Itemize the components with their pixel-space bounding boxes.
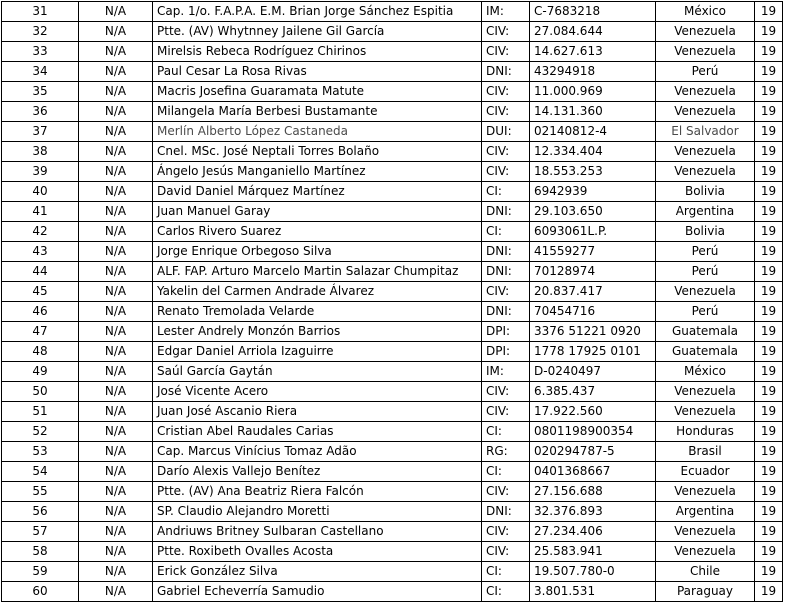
country-cell: Paraguay xyxy=(656,582,755,602)
country-cell: Venezuela xyxy=(656,402,755,422)
country-cell: Venezuela xyxy=(656,162,755,182)
age-cell: 19 xyxy=(755,142,783,162)
document-type-cell: DPI: xyxy=(482,342,530,362)
status-cell: N/A xyxy=(79,62,153,82)
participant-name-cell: Macris Josefina Guaramata Matute xyxy=(153,82,482,102)
document-type-cell: CI: xyxy=(482,182,530,202)
status-cell: N/A xyxy=(79,402,153,422)
status-cell: N/A xyxy=(79,502,153,522)
row-number-cell: 45 xyxy=(2,282,79,302)
table-body xyxy=(2,2,783,602)
document-id-cell: 02140812-4 xyxy=(530,122,656,142)
row-number-cell: 41 xyxy=(2,202,79,222)
country-cell: Perú xyxy=(656,242,755,262)
age-cell: 19 xyxy=(755,342,783,362)
country-cell: Argentina xyxy=(656,502,755,522)
table-row xyxy=(2,302,783,322)
status-cell: N/A xyxy=(79,522,153,542)
table-row xyxy=(2,362,783,382)
row-number-cell: 51 xyxy=(2,402,79,422)
age-cell: 19 xyxy=(755,242,783,262)
row-number-cell: 46 xyxy=(2,302,79,322)
row-number-cell: 48 xyxy=(2,342,79,362)
document-id-cell: 20.837.417 xyxy=(530,282,656,302)
status-cell: N/A xyxy=(79,462,153,482)
table-row xyxy=(2,582,783,602)
table-row xyxy=(2,62,783,82)
age-cell: 19 xyxy=(755,422,783,442)
document-type-cell: CIV: xyxy=(482,482,530,502)
row-number-cell: 47 xyxy=(2,322,79,342)
document-type-cell: CIV: xyxy=(482,282,530,302)
table-row xyxy=(2,42,783,62)
table-row xyxy=(2,182,783,202)
document-type-cell: CIV: xyxy=(482,142,530,162)
document-type-cell: CI: xyxy=(482,562,530,582)
age-cell: 19 xyxy=(755,82,783,102)
age-cell: 19 xyxy=(755,442,783,462)
age-cell: 19 xyxy=(755,282,783,302)
document-type-cell: CI: xyxy=(482,582,530,602)
table-row xyxy=(2,322,783,342)
participant-name-cell: Gabriel Echeverría Samudio xyxy=(153,582,482,602)
document-type-cell: DNI: xyxy=(482,62,530,82)
document-id-cell: 18.553.253 xyxy=(530,162,656,182)
age-cell: 19 xyxy=(755,122,783,142)
document-id-cell: 27.156.688 xyxy=(530,482,656,502)
participant-name-cell: Cap. 1/o. F.A.P.A. E.M. Brian Jorge Sánchez Espitia xyxy=(153,2,482,22)
document-id-cell: 6942939 xyxy=(530,182,656,202)
age-cell: 19 xyxy=(755,222,783,242)
table-row xyxy=(2,222,783,242)
country-cell: Chile xyxy=(656,562,755,582)
row-number-cell: 34 xyxy=(2,62,79,82)
document-type-cell: CI: xyxy=(482,462,530,482)
participant-name-cell: Cap. Marcus Vinícius Tomaz Adão xyxy=(153,442,482,462)
document-id-cell: 12.334.404 xyxy=(530,142,656,162)
country-cell: Venezuela xyxy=(656,102,755,122)
row-number-cell: 43 xyxy=(2,242,79,262)
document-id-cell: 70128974 xyxy=(530,262,656,282)
country-cell: Guatemala xyxy=(656,342,755,362)
age-cell: 19 xyxy=(755,582,783,602)
document-type-cell: DNI: xyxy=(482,262,530,282)
row-number-cell: 39 xyxy=(2,162,79,182)
row-number-cell: 44 xyxy=(2,262,79,282)
participant-name-cell: Yakelin del Carmen Andrade Álvarez xyxy=(153,282,482,302)
document-id-cell: 25.583.941 xyxy=(530,542,656,562)
status-cell: N/A xyxy=(79,22,153,42)
country-cell: Perú xyxy=(656,302,755,322)
participant-name-cell: Saúl García Gaytán xyxy=(153,362,482,382)
participant-name-cell: Paul Cesar La Rosa Rivas xyxy=(153,62,482,82)
document-type-cell: DUI: xyxy=(482,122,530,142)
table-row xyxy=(2,462,783,482)
document-type-cell: CIV: xyxy=(482,382,530,402)
country-cell: Venezuela xyxy=(656,542,755,562)
country-cell: Guatemala xyxy=(656,322,755,342)
participant-name-cell: Juan José Ascanio Riera xyxy=(153,402,482,422)
country-cell: Perú xyxy=(656,62,755,82)
status-cell: N/A xyxy=(79,262,153,282)
age-cell: 19 xyxy=(755,542,783,562)
document-id-cell: 41559277 xyxy=(530,242,656,262)
participant-name-cell: Edgar Daniel Arriola Izaguirre xyxy=(153,342,482,362)
row-number-cell: 60 xyxy=(2,582,79,602)
age-cell: 19 xyxy=(755,462,783,482)
table-row xyxy=(2,442,783,462)
document-type-cell: DPI: xyxy=(482,322,530,342)
country-cell: Bolivia xyxy=(656,222,755,242)
country-cell: Bolivia xyxy=(656,182,755,202)
status-cell: N/A xyxy=(79,202,153,222)
age-cell: 19 xyxy=(755,182,783,202)
participant-name-cell: Darío Alexis Vallejo Benítez xyxy=(153,462,482,482)
status-cell: N/A xyxy=(79,142,153,162)
document-id-cell: 3.801.531 xyxy=(530,582,656,602)
country-cell: Venezuela xyxy=(656,82,755,102)
participant-name-cell: Lester Andrely Monzón Barrios xyxy=(153,322,482,342)
document-id-cell: 29.103.650 xyxy=(530,202,656,222)
age-cell: 19 xyxy=(755,382,783,402)
document-id-cell: 020294787-5 xyxy=(530,442,656,462)
country-cell: México xyxy=(656,2,755,22)
status-cell: N/A xyxy=(79,542,153,562)
document-id-cell: 11.000.969 xyxy=(530,82,656,102)
country-cell: Ecuador xyxy=(656,462,755,482)
country-cell: Perú xyxy=(656,262,755,282)
table-row xyxy=(2,102,783,122)
document-type-cell: CIV: xyxy=(482,42,530,62)
document-type-cell: CIV: xyxy=(482,82,530,102)
status-cell: N/A xyxy=(79,42,153,62)
table-row xyxy=(2,242,783,262)
document-id-cell: 0401368667 xyxy=(530,462,656,482)
status-cell: N/A xyxy=(79,162,153,182)
participant-name-cell: Merlín Alberto López Castaneda xyxy=(153,122,482,142)
status-cell: N/A xyxy=(79,302,153,322)
status-cell: N/A xyxy=(79,182,153,202)
document-type-cell: DNI: xyxy=(482,242,530,262)
row-number-cell: 38 xyxy=(2,142,79,162)
status-cell: N/A xyxy=(79,482,153,502)
status-cell: N/A xyxy=(79,582,153,602)
age-cell: 19 xyxy=(755,202,783,222)
document-id-cell: 27.234.406 xyxy=(530,522,656,542)
document-type-cell: RG: xyxy=(482,442,530,462)
status-cell: N/A xyxy=(79,362,153,382)
participant-name-cell: Renato Tremolada Velarde xyxy=(153,302,482,322)
participant-name-cell: SP. Claudio Alejandro Moretti xyxy=(153,502,482,522)
status-cell: N/A xyxy=(79,322,153,342)
document-type-cell: CIV: xyxy=(482,542,530,562)
participant-name-cell: Ángelo Jesús Manganiello Martínez xyxy=(153,162,482,182)
table-row xyxy=(2,202,783,222)
document-type-cell: CIV: xyxy=(482,102,530,122)
status-cell: N/A xyxy=(79,282,153,302)
row-number-cell: 42 xyxy=(2,222,79,242)
participant-name-cell: Andriuws Britney Sulbaran Castellano xyxy=(153,522,482,542)
status-cell: N/A xyxy=(79,82,153,102)
document-id-cell: 3376 51221 0920 xyxy=(530,322,656,342)
country-cell: Honduras xyxy=(656,422,755,442)
document-type-cell: IM: xyxy=(482,362,530,382)
status-cell: N/A xyxy=(79,342,153,362)
participant-name-cell: José Vicente Acero xyxy=(153,382,482,402)
row-number-cell: 33 xyxy=(2,42,79,62)
status-cell: N/A xyxy=(79,422,153,442)
document-id-cell: 6.385.437 xyxy=(530,382,656,402)
country-cell: Brasil xyxy=(656,442,755,462)
table-row xyxy=(2,2,783,22)
document-type-cell: CI: xyxy=(482,422,530,442)
row-number-cell: 31 xyxy=(2,2,79,22)
status-cell: N/A xyxy=(79,102,153,122)
participant-name-cell: Cnel. MSc. José Neptali Torres Bolaño xyxy=(153,142,482,162)
row-number-cell: 57 xyxy=(2,522,79,542)
country-cell: Venezuela xyxy=(656,142,755,162)
participant-name-cell: Juan Manuel Garay xyxy=(153,202,482,222)
country-cell: Venezuela xyxy=(656,482,755,502)
row-number-cell: 58 xyxy=(2,542,79,562)
document-id-cell: D-0240497 xyxy=(530,362,656,382)
participant-name-cell: Milangela María Berbesi Bustamante xyxy=(153,102,482,122)
participant-name-cell: Ptte. Roxibeth Ovalles Acosta xyxy=(153,542,482,562)
document-type-cell: CIV: xyxy=(482,22,530,42)
row-number-cell: 53 xyxy=(2,442,79,462)
participant-name-cell: Erick González Silva xyxy=(153,562,482,582)
table-row xyxy=(2,482,783,502)
participants-table xyxy=(1,1,783,602)
row-number-cell: 54 xyxy=(2,462,79,482)
country-cell: Venezuela xyxy=(656,22,755,42)
participant-name-cell: Jorge Enrique Orbegoso Silva xyxy=(153,242,482,262)
status-cell: N/A xyxy=(79,562,153,582)
country-cell: Venezuela xyxy=(656,42,755,62)
row-number-cell: 36 xyxy=(2,102,79,122)
document-id-cell: 14.627.613 xyxy=(530,42,656,62)
document-type-cell: CIV: xyxy=(482,522,530,542)
document-type-cell: DNI: xyxy=(482,202,530,222)
document-id-cell: 43294918 xyxy=(530,62,656,82)
age-cell: 19 xyxy=(755,402,783,422)
age-cell: 19 xyxy=(755,162,783,182)
table-row xyxy=(2,162,783,182)
document-id-cell: 14.131.360 xyxy=(530,102,656,122)
document-id-cell: 0801198900354 xyxy=(530,422,656,442)
row-number-cell: 55 xyxy=(2,482,79,502)
document-type-cell: CIV: xyxy=(482,402,530,422)
table-row xyxy=(2,22,783,42)
age-cell: 19 xyxy=(755,102,783,122)
age-cell: 19 xyxy=(755,2,783,22)
status-cell: N/A xyxy=(79,2,153,22)
document-id-cell: 6093061L.P. xyxy=(530,222,656,242)
age-cell: 19 xyxy=(755,482,783,502)
participant-name-cell: Cristian Abel Raudales Carias xyxy=(153,422,482,442)
row-number-cell: 37 xyxy=(2,122,79,142)
document-type-cell: DNI: xyxy=(482,302,530,322)
document-type-cell: DNI: xyxy=(482,502,530,522)
age-cell: 19 xyxy=(755,562,783,582)
participant-name-cell: Mirelsis Rebeca Rodríguez Chirinos xyxy=(153,42,482,62)
table-row xyxy=(2,282,783,302)
age-cell: 19 xyxy=(755,362,783,382)
table-row xyxy=(2,382,783,402)
document-id-cell: 19.507.780-0 xyxy=(530,562,656,582)
table-row xyxy=(2,82,783,102)
document-id-cell: 32.376.893 xyxy=(530,502,656,522)
row-number-cell: 56 xyxy=(2,502,79,522)
row-number-cell: 49 xyxy=(2,362,79,382)
document-id-cell: C-7683218 xyxy=(530,2,656,22)
age-cell: 19 xyxy=(755,522,783,542)
table-row xyxy=(2,522,783,542)
document-type-cell: CI: xyxy=(482,222,530,242)
row-number-cell: 52 xyxy=(2,422,79,442)
table-row xyxy=(2,122,783,142)
age-cell: 19 xyxy=(755,62,783,82)
country-cell: Argentina xyxy=(656,202,755,222)
row-number-cell: 59 xyxy=(2,562,79,582)
document-type-cell: CIV: xyxy=(482,162,530,182)
row-number-cell: 50 xyxy=(2,382,79,402)
age-cell: 19 xyxy=(755,302,783,322)
country-cell: Venezuela xyxy=(656,522,755,542)
table-row xyxy=(2,402,783,422)
status-cell: N/A xyxy=(79,442,153,462)
participant-name-cell: David Daniel Márquez Martínez xyxy=(153,182,482,202)
table-row xyxy=(2,142,783,162)
country-cell: México xyxy=(656,362,755,382)
row-number-cell: 32 xyxy=(2,22,79,42)
document-type-cell: IM: xyxy=(482,2,530,22)
status-cell: N/A xyxy=(79,222,153,242)
table-row xyxy=(2,262,783,282)
status-cell: N/A xyxy=(79,242,153,262)
participant-name-cell: ALF. FAP. Arturo Marcelo Martin Salazar Chumpitaz xyxy=(153,262,482,282)
age-cell: 19 xyxy=(755,262,783,282)
age-cell: 19 xyxy=(755,42,783,62)
age-cell: 19 xyxy=(755,502,783,522)
participant-name-cell: Carlos Rivero Suarez xyxy=(153,222,482,242)
table-row xyxy=(2,542,783,562)
country-cell: Venezuela xyxy=(656,282,755,302)
document-id-cell: 17.922.560 xyxy=(530,402,656,422)
country-cell: Venezuela xyxy=(656,382,755,402)
table-row xyxy=(2,502,783,522)
country-cell: El Salvador xyxy=(656,122,755,142)
participant-name-cell: Ptte. (AV) Ana Beatriz Riera Falcón xyxy=(153,482,482,502)
status-cell: N/A xyxy=(79,122,153,142)
document-id-cell: 70454716 xyxy=(530,302,656,322)
row-number-cell: 40 xyxy=(2,182,79,202)
row-number-cell: 35 xyxy=(2,82,79,102)
document-id-cell: 27.084.644 xyxy=(530,22,656,42)
age-cell: 19 xyxy=(755,322,783,342)
document-id-cell: 1778 17925 0101 xyxy=(530,342,656,362)
participant-name-cell: Ptte. (AV) Whytnney Jailene Gil García xyxy=(153,22,482,42)
status-cell: N/A xyxy=(79,382,153,402)
table-row xyxy=(2,422,783,442)
table-row xyxy=(2,342,783,362)
table-row xyxy=(2,562,783,582)
age-cell: 19 xyxy=(755,22,783,42)
